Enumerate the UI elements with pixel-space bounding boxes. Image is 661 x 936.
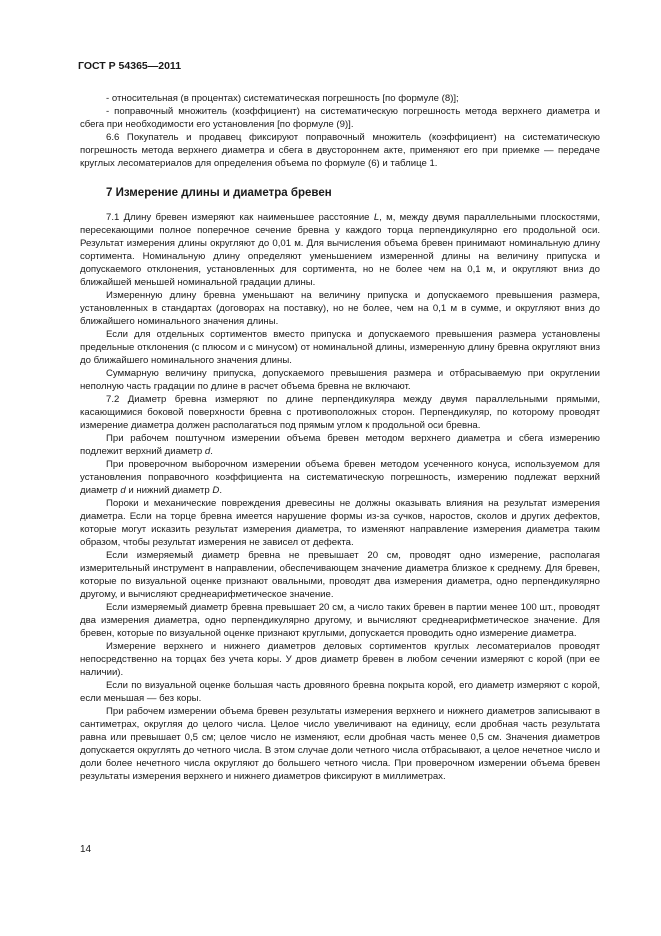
body-paragraph: 7.2 Диаметр бревна измеряют по длине перпендикуляра между двумя параллельными прямыми, касающимися боковой поверхности бревна с противоположных сторон. Перпендикуляр, по которому проводят измерение диаметра должен располагаться под прямым углом к продольной оси бревна.	[80, 394, 600, 431]
text-run: .	[219, 485, 223, 496]
list-item: - поправочный множитель (коэффициент) на систематическую погрешность метода верхнего диаметра и сбега при необходимости его установления [по формуле (9)].	[80, 106, 600, 130]
text-run: При рабочем поштучном измерении объема бревен методом верхнего диаметра и сбега измерению подлежит верхний диаметр	[80, 433, 600, 457]
body-paragraph	[80, 432, 600, 458]
body-paragraph: Если измеряемый диаметр бревна не превышает 20 см, проводят одно измерение, располагая измерительный инструмент в направлении, обеспечивающем значение диаметра близкое к среднему. Для бревен, которые по визуальной оценке признают овальными, проводят два измерения диаметра, одно перпендикулярно другому, и вычисляют среднеарифметическое значение.	[80, 550, 600, 600]
page-number: 14	[80, 844, 92, 855]
body-paragraph	[80, 458, 600, 497]
variable-symbol: D	[212, 485, 220, 496]
body-paragraph: Если для отдельных сортиментов вместо припуска и допускаемого превышения размера установлены предельные отклонения (с плюсом и с минусом) от номинальной длины, измеренную длину бревна округляют вниз до ближайшего номинального значения длины.	[80, 329, 600, 366]
variable-symbol: d	[120, 485, 126, 496]
body-paragraph	[80, 211, 600, 289]
text-run: 7.1 Длину бревен измеряют как наименьшее расстояние	[106, 212, 374, 223]
text-run: и нижний диаметр	[125, 485, 213, 496]
clause-paragraph: 6.6 Покупатель и продавец фиксируют поправочный множитель (коэффициент) на систематическую погрешность метода верхнего диаметра и сбега в двустороннем акте, применяют его при приемке — передаче круглых лесоматериалов для определения объема по формуле (6) и таблице 1.	[80, 132, 600, 169]
document-code-header: ГОСТ Р 54365—2011	[78, 60, 182, 72]
variable-symbol: L	[373, 212, 380, 223]
section-heading: 7 Измерение длины и диаметра бревен	[106, 187, 332, 199]
body-paragraph: Пороки и механические повреждения древесины не должны оказывать влияния на результат измерения диаметра. Если на торце бревна имеется нарушение формы из-за сучков, наростов, сколов и других дефектов, которые могут исказить результат измерения диаметра, то изменяют направление измерения диаметра таким образом, чтобы результат измерения не зависел от дефекта.	[80, 498, 600, 548]
body-paragraph: Суммарную величину припуска, допускаемого превышения размера и отбрасываемую при округлении неполную часть градации по длине в расчет объема бревна не включают.	[80, 368, 600, 392]
text-run: При проверочном выборочном измерении объема бревен методом усеченного конуса, используемом для установления поправочного коэффициента на систематическую погрешность, измерению подлежат верхний диаметр	[80, 459, 600, 496]
body-paragraph: Если по визуальной оценке большая часть дровяного бревна покрыта корой, его диаметр измеряют с корой, если меньшая — без коры.	[80, 680, 600, 704]
body-paragraph: При рабочем измерении объема бревен результаты измерения верхнего и нижнего диаметров записывают в сантиметрах, округляя до целого числа. Целое число увеличивают на единицу, если дробная часть результата равна или превышает 0,5 см; целое число не изменяют, если дробная часть менее 0,5 см. Значения диаметров допускается округлять до четного числа. В этом случае доли четного числа отбрасывают, а целое нечетное число и доли более нечетного числа округляют до большего четного числа. При проверочном измерении объема бревен результаты измерения верхнего и нижнего диаметров фиксируют в миллиметрах.	[80, 706, 600, 782]
variable-symbol: d	[204, 446, 211, 457]
body-paragraph: Измеренную длину бревна уменьшают на величину припуска и допускаемого превышения размера, установленных в стандартах (договорах на поставку), но не более, чем на 0,1 м в сумме, и округляют вниз до ближайшего номинального значения длины.	[80, 290, 600, 327]
list-item: - относительная (в процентах) систематическая погрешность [по формуле (8)];	[106, 93, 459, 104]
text-run: .	[210, 446, 213, 457]
body-paragraph: Измерение верхнего и нижнего диаметров деловых сортиментов круглых лесоматериалов проводят непосредственно на торцах без учета коры. У дров диаметр бревен в любом сечении измеряют с корой (при ее наличии).	[80, 641, 600, 678]
body-paragraph: Если измеряемый диаметр бревна превышает 20 см, а число таких бревен в партии менее 100 шт., проводят два измерения диаметра, одно перпендикулярно другому, и вычисляют среднеарифметическое значение. Для бревен, которые по визуальной оценке признают круглыми, допускается проводить одно измерение диаметра.	[80, 602, 600, 639]
document-body	[80, 92, 600, 783]
text-run: , м, между двумя параллельными плоскостями, пересекающими полное поперечное сечение бревна у каждого торца перпендикулярно его продольной оси. Результат измерения длины округляют до 0,01 м. Для вычисления объема бревен принимают номинальную длину сортимента. Номинальную длину определяют уменьшением измеренной длины на величину припуска и допускаемого отклонения, установленных для сортимента, но не более чем на 0,1 м, и округляют вниз до ближайшей меньшей номинальной градации длины.	[80, 212, 600, 288]
